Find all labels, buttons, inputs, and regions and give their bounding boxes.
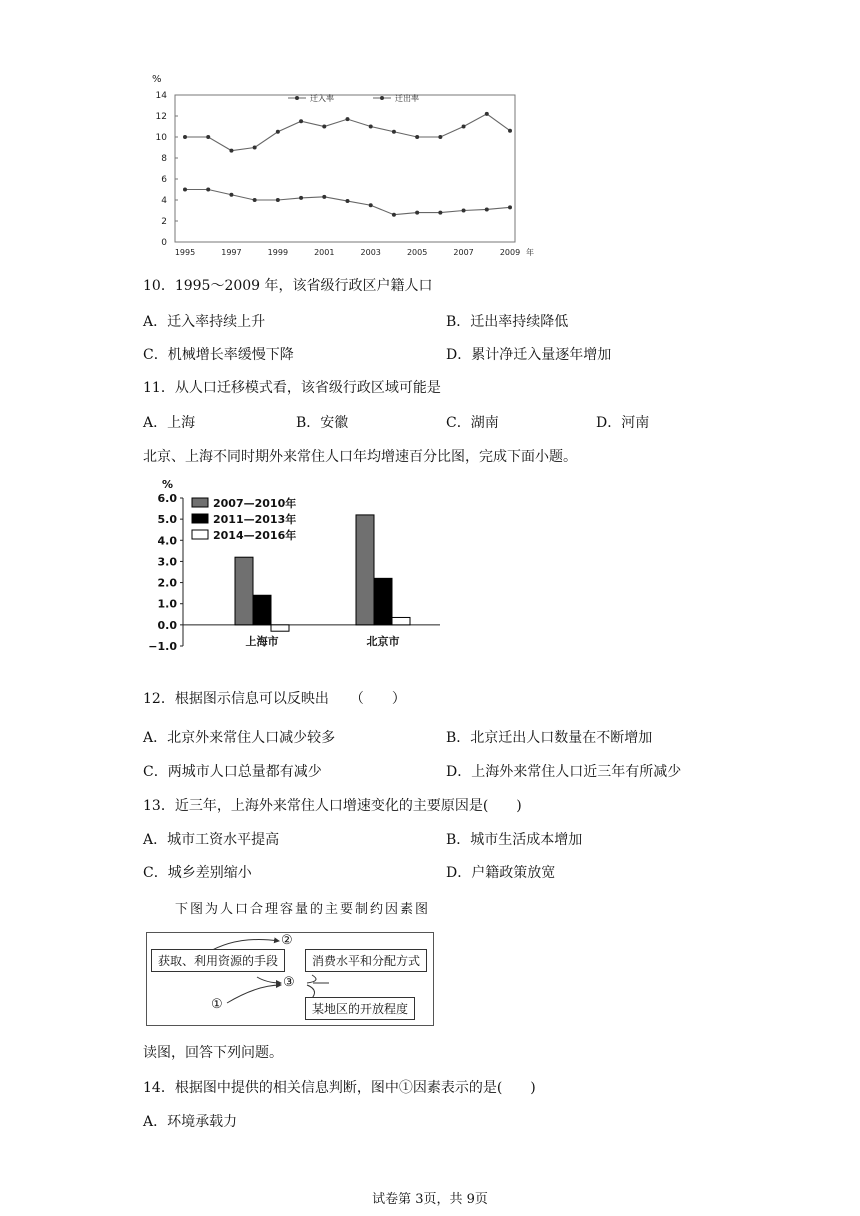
plot-frame <box>175 95 515 242</box>
data-point <box>276 198 280 202</box>
data-point <box>346 117 350 121</box>
y-tick-label: 4.0 <box>157 534 177 548</box>
y-axis-label: % <box>162 478 174 491</box>
data-point <box>253 146 257 150</box>
data-point <box>438 135 442 139</box>
legend-marker-2 <box>380 96 384 100</box>
question-11-option-a[interactable]: A．上海 <box>143 415 196 431</box>
y-tick-label: 14 <box>155 91 167 101</box>
y-tick-label: 5.0 <box>157 513 177 527</box>
legend-label-2: 迁出率 <box>395 94 419 103</box>
question-11-option-b[interactable]: B．安徽 <box>296 415 349 431</box>
y-tick-label: 3.0 <box>157 555 177 569</box>
x-tick-label: 1997 <box>221 248 242 257</box>
diagram-caption: 下图为人口合理容量的主要制约因素图 <box>175 902 431 917</box>
data-point <box>206 135 210 139</box>
x-tick-label: 2007 <box>453 248 474 257</box>
data-point <box>438 211 442 215</box>
question-12-option-b[interactable]: B．北京迁出人口数量在不断增加 <box>446 730 653 746</box>
bar-1-3 <box>271 625 289 631</box>
question-12-option-d[interactable]: D．上海外来常住人口近三年有所减少 <box>446 764 682 780</box>
data-point <box>322 125 326 129</box>
legend-marker-1 <box>295 96 299 100</box>
y-tick-label: 1.0 <box>157 597 177 611</box>
bar-2-3 <box>392 617 410 624</box>
data-point <box>415 135 419 139</box>
y-tick-label: 0 <box>161 238 167 248</box>
x-tick-label: 2003 <box>360 248 381 257</box>
x-tick-label: 2001 <box>314 248 335 257</box>
y-tick-label: 12 <box>155 112 167 122</box>
question-10-option-c[interactable]: C．机械增长率缓慢下降 <box>143 347 294 363</box>
y-tick-label: 0.0 <box>157 618 177 632</box>
question-14-option-a[interactable]: A．环境承载力 <box>143 1114 238 1130</box>
question-13-option-d[interactable]: D．户籍政策放宽 <box>446 865 556 881</box>
diagram-frame <box>146 932 434 1026</box>
data-point <box>369 125 373 129</box>
question-12-option-c[interactable]: C．两城市人口总量都有减少 <box>143 764 322 780</box>
y-tick-label: 6.0 <box>157 492 177 505</box>
page-footer: 试卷第 3页，共 9页 <box>372 1192 488 1207</box>
y-tick-label: 4 <box>161 196 167 206</box>
x-tick-label: 2009 <box>499 248 521 257</box>
x-axis-suffix: 年 <box>526 248 534 257</box>
data-point <box>508 129 512 133</box>
data-point <box>392 213 396 217</box>
question-10-option-d[interactable]: D．累计净迁入量逐年增加 <box>446 347 612 363</box>
category-label: 北京市 <box>366 634 400 648</box>
data-point <box>183 135 187 139</box>
diagram-mark-2: ② <box>281 933 293 948</box>
question-13-stem: 13．近三年，上海外来常住人口增速变化的主要原因是( ) <box>143 798 522 814</box>
bar-chart <box>140 476 460 666</box>
y-tick-label: 10 <box>155 133 167 143</box>
question-14-stem: 14．根据图中提供的相关信息判断，图中①因素表示的是( ) <box>143 1080 536 1096</box>
line-chart <box>140 68 540 268</box>
legend-label-1: 2007—2010年 <box>213 497 297 510</box>
question-11-option-d[interactable]: D．河南 <box>596 415 650 431</box>
data-point <box>229 149 233 153</box>
legend-label-1: 迁入率 <box>310 94 334 103</box>
question-10-option-a[interactable]: A．迁入率持续上升 <box>143 314 266 330</box>
diagram-box-consumption: 消费水平和分配方式 <box>305 949 427 972</box>
question-13-option-a[interactable]: A．城市工资水平提高 <box>143 832 280 848</box>
data-point <box>322 195 326 199</box>
y-tick-label: 2 <box>161 217 167 227</box>
question-11-stem: 11．从人口迁移模式看，该省级行政区域可能是 <box>143 380 441 396</box>
data-point <box>299 196 303 200</box>
question-13-option-b[interactable]: B．城市生活成本增加 <box>446 832 583 848</box>
y-tick-label: 6 <box>161 175 167 185</box>
data-point <box>276 130 280 134</box>
diagram-mark-3: ③ <box>283 975 295 990</box>
y-tick-label: 2.0 <box>157 576 177 590</box>
data-point <box>229 193 233 197</box>
question-10-stem: 10．1995～2009 年，该省级行政区户籍人口 <box>143 278 433 294</box>
bar-1-2 <box>253 595 271 625</box>
question-13-option-c[interactable]: C．城乡差别缩小 <box>143 865 252 881</box>
data-point <box>462 125 466 129</box>
diagram-mark-1: ① <box>211 997 223 1012</box>
data-point <box>369 203 373 207</box>
question-12-option-a[interactable]: A．北京外来常住人口减少较多 <box>143 730 336 746</box>
data-point <box>415 211 419 215</box>
data-point <box>462 209 466 213</box>
read-prompt: 读图，回答下列问题。 <box>143 1045 283 1061</box>
question-10-option-b[interactable]: B．迁出率持续降低 <box>446 314 569 330</box>
x-tick-label: 1999 <box>267 248 289 257</box>
legend-swatch-1 <box>192 498 208 507</box>
legend-swatch-2 <box>192 514 208 523</box>
legend-label-3: 2014—2016年 <box>213 529 297 542</box>
y-tick-label: −1.0 <box>148 640 177 653</box>
data-point <box>485 112 489 116</box>
diagram-box-openness: 某地区的开放程度 <box>305 997 415 1020</box>
x-tick-label: 2005 <box>406 248 428 257</box>
legend-label-2: 2011—2013年 <box>213 513 297 526</box>
bar-1-1 <box>235 557 253 625</box>
data-point <box>485 207 489 211</box>
y-axis-label: % <box>152 74 162 85</box>
diagram-box-resource-means: 获取、利用资源的手段 <box>151 949 285 972</box>
data-point <box>299 119 303 123</box>
data-point <box>508 205 512 209</box>
data-point <box>183 188 187 192</box>
data-point <box>253 198 257 202</box>
data-point <box>392 130 396 134</box>
intro-text: 北京、上海不同时期外来常住人口年均增速百分比图，完成下面小题。 <box>143 449 577 465</box>
question-12-stem: 12．根据图示信息可以反映出 （ ） <box>143 691 406 707</box>
data-point <box>206 188 210 192</box>
category-label: 上海市 <box>245 634 279 648</box>
bar-2-1 <box>356 515 374 625</box>
bar-2-2 <box>374 578 392 625</box>
legend-swatch-3 <box>192 530 208 539</box>
data-point <box>346 199 350 203</box>
y-tick-label: 8 <box>161 154 167 164</box>
question-11-option-c[interactable]: C．湖南 <box>446 415 499 431</box>
x-tick-label: 1995 <box>174 248 196 257</box>
